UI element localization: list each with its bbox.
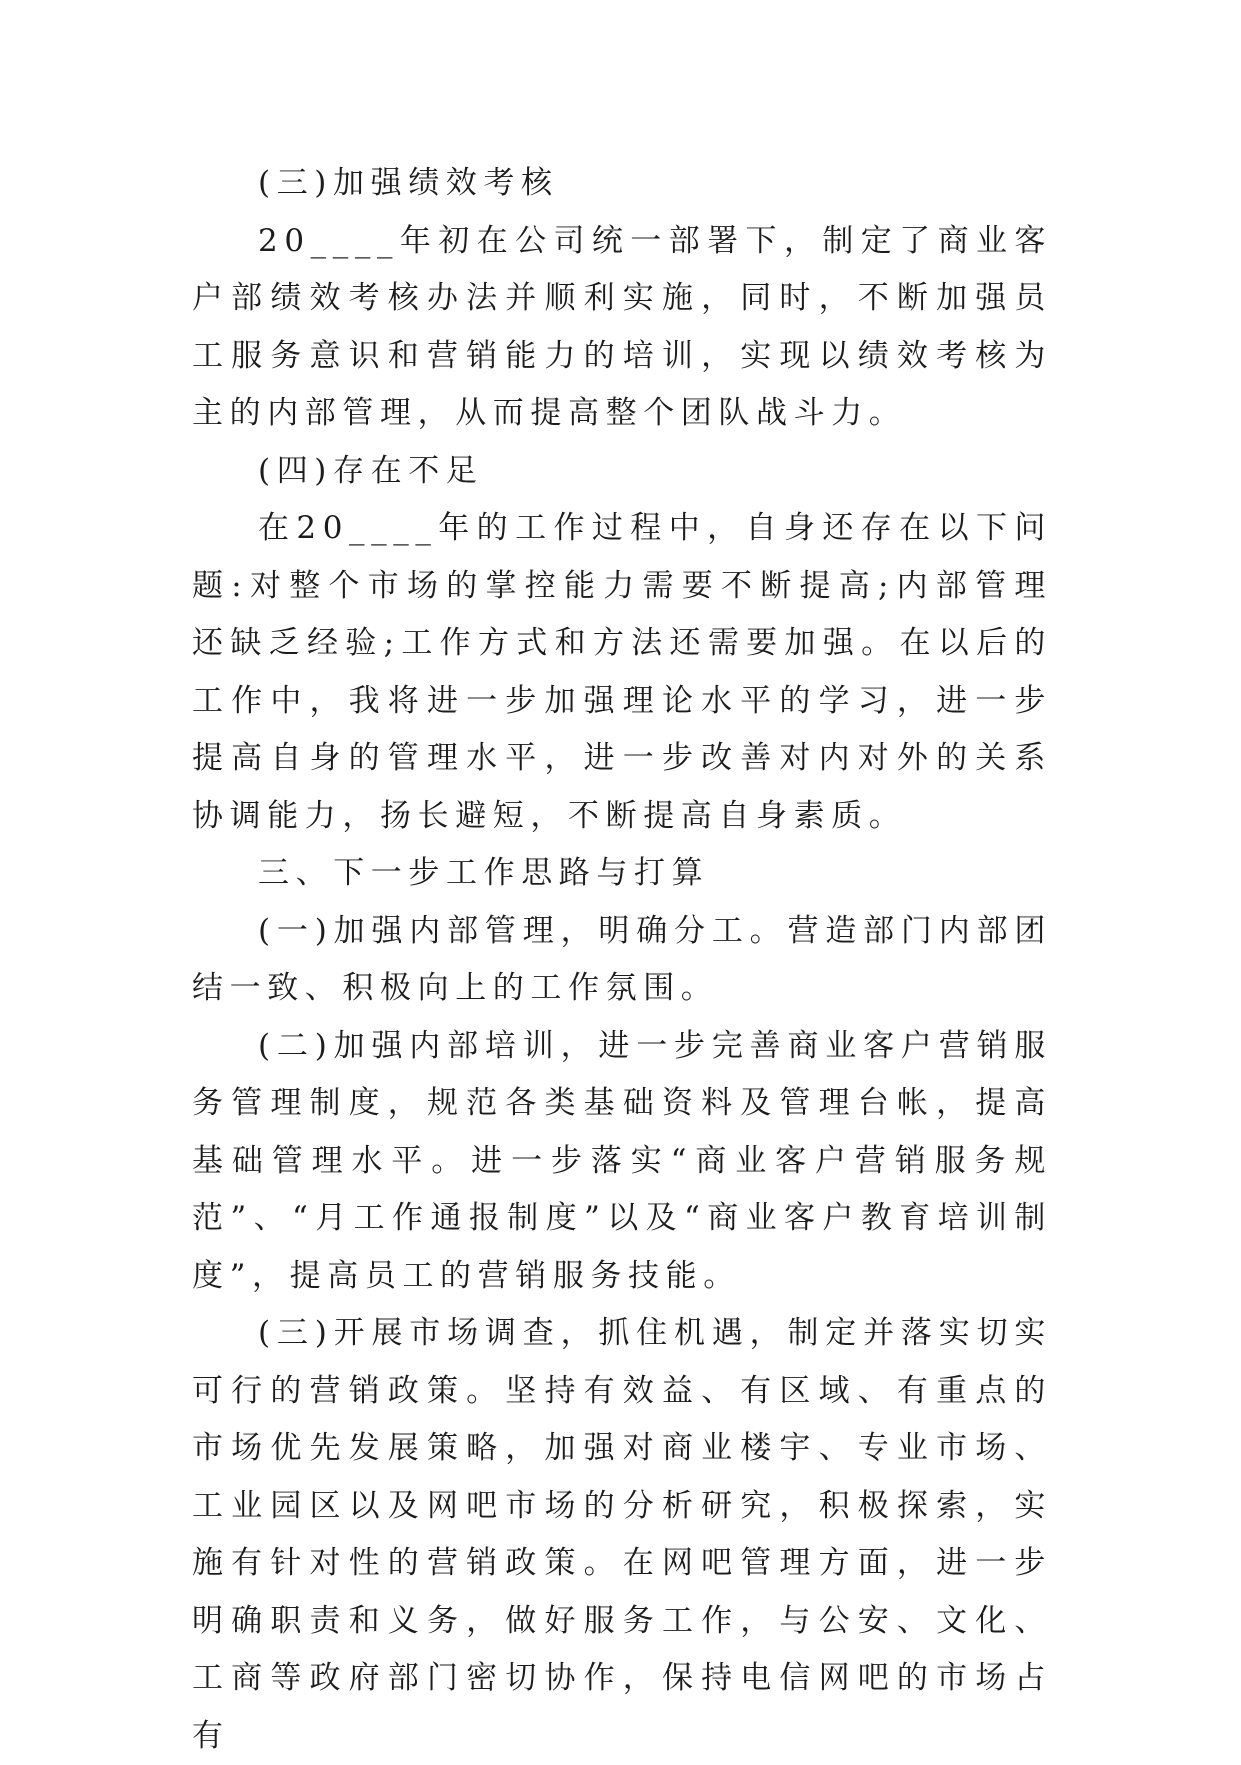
paragraph-market-research: (三)开展市场调查，抓住机遇，制定并落实切实可行的营销政策。坚持有效益、有区域、有重点的市场优先发展策略，加强对商业楼宇、专业市场、工业园区以及网吧市场的分析研究，积极探索，实施有针对性的营销政策。在网吧管理方面，进一步明确职责和义务，做好服务工作，与公安、文化、工商等政府部门密切协作，保持电信网吧的市场占有 bbox=[192, 1315, 1052, 1754]
document-body bbox=[192, 155, 1052, 1765]
section-heading-next-steps: 三、下一步工作思路与打算 bbox=[258, 855, 710, 891]
paragraph-performance: 20____年初在公司统一部署下，制定了商业客户部绩效考核办法并顺利实施，同时，不断加强员工服务意识和营销能力的培训，实现以绩效考核为主的内部管理，从而提高整个团队战斗力。 bbox=[192, 222, 1052, 431]
section-heading-shortcomings: (四)存在不足 bbox=[258, 452, 484, 489]
paragraph-internal-management: (一)加强内部管理，明确分工。营造部门内部团结一致、积极向上的工作氛围。 bbox=[192, 912, 1052, 1006]
paragraph-shortcomings: 在20____年的工作过程中，自身还存在以下问题:对整个市场的掌控能力需要不断提高;内部管理还缺乏经验;工作方式和方法还需要加强。在以后的工作中，我将进一步加强理论水平的学习，进一步提高自身的管理水平，进一步改善对内对外的关系协调能力，扬长避短，不断提高自身素质。 bbox=[192, 510, 1052, 834]
section-heading-performance: (三)加强绩效考核 bbox=[258, 165, 559, 201]
paragraph-internal-training: (二)加强内部培训，进一步完善商业客户营销服务管理制度，规范各类基础资料及管理台帐，提高基础管理水平。进一步落实“商业客户营销服务规范”、“月工作通报制度”以及“商业客户教育培训制度”，提高员工的营销服务技能。 bbox=[192, 1027, 1052, 1294]
